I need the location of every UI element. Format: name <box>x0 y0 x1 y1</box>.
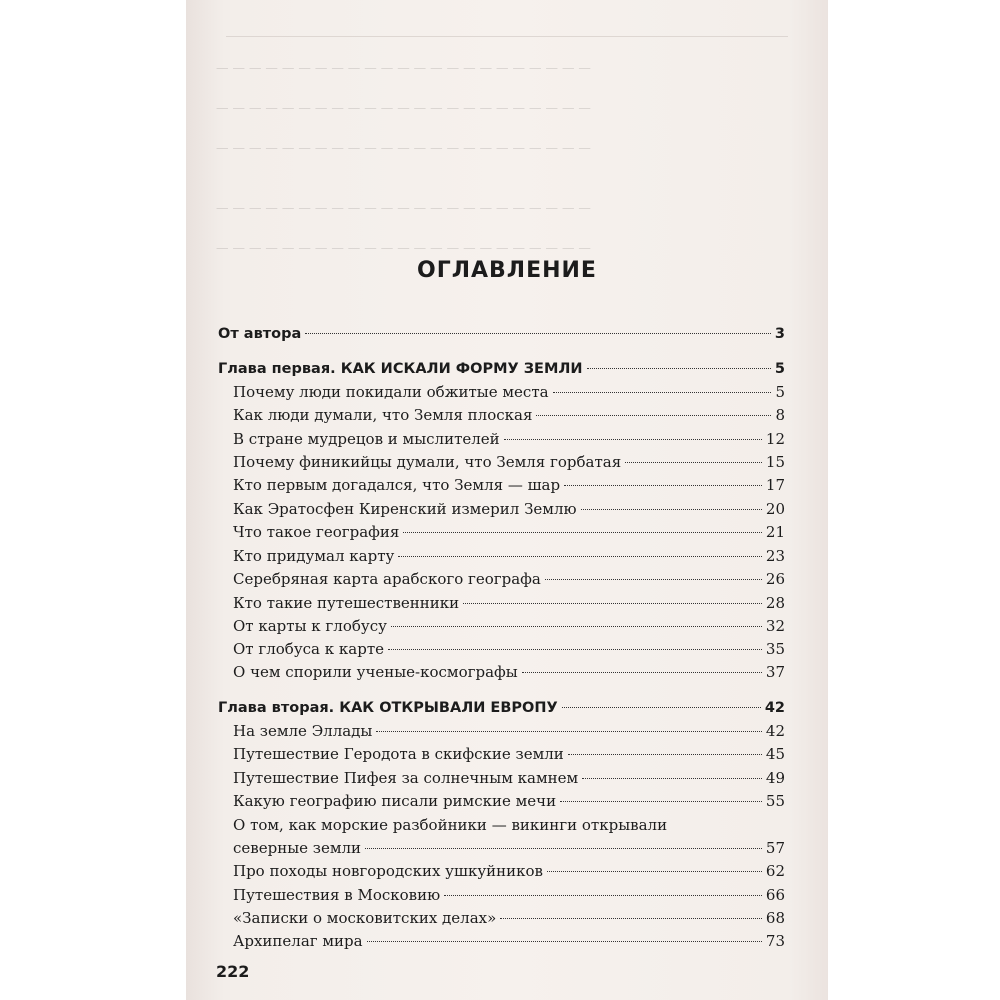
page-number: 17 <box>765 476 785 494</box>
toc-entry <box>218 592 785 614</box>
entry-title: На земле Эллады <box>233 722 373 740</box>
dot-leader <box>547 871 762 872</box>
toc-entry <box>218 884 785 906</box>
page-number: 42 <box>764 700 785 716</box>
toc-entry <box>218 545 785 567</box>
page-number-footer: 222 <box>216 962 250 981</box>
page-number: 62 <box>765 862 785 880</box>
toc-entry <box>218 790 785 812</box>
page-number: 15 <box>765 453 785 471</box>
page-number: 49 <box>765 769 785 787</box>
toc-entry <box>218 521 785 543</box>
dot-leader <box>581 509 762 510</box>
entry-title: Серебряная карта арабского географа <box>233 570 541 588</box>
dot-leader <box>545 579 762 580</box>
toc-entry <box>218 930 785 952</box>
toc-entry <box>218 661 785 683</box>
page-title: ОГЛАВЛЕНИЕ <box>417 258 597 283</box>
entry-title: От карты к глобусу <box>233 617 387 635</box>
page-number: 28 <box>765 594 785 612</box>
page-number: 37 <box>765 663 785 681</box>
dot-leader <box>367 941 762 942</box>
bleed-through-rule <box>226 22 788 37</box>
dot-leader <box>582 778 762 779</box>
page-number: 57 <box>765 839 785 857</box>
dot-leader <box>444 895 762 896</box>
toc-entry <box>218 615 785 637</box>
page-number: 5 <box>774 361 785 377</box>
page-number: 55 <box>765 792 785 810</box>
entry-title: «Записки о московитских делах» <box>233 909 497 927</box>
toc-chapter <box>218 697 785 719</box>
entry-title: Путешествие Геродота в скифские земли <box>233 745 564 763</box>
toc-entry <box>218 837 785 859</box>
toc-entry <box>218 404 785 426</box>
entry-title: Какую географию писали римские мечи <box>233 792 557 810</box>
entry-title: Глава первая. КАК ИСКАЛИ ФОРМУ ЗЕМЛИ <box>218 361 583 377</box>
dot-leader <box>403 532 762 533</box>
dot-leader <box>376 731 762 732</box>
entry-title: Глава вторая. КАК ОТКРЫВАЛИ ЕВРОПУ <box>218 700 558 716</box>
page-number: 68 <box>765 909 785 927</box>
page-number: 45 <box>765 745 785 763</box>
dot-leader <box>305 333 771 334</box>
book-page <box>186 0 828 1000</box>
entry-title: О том, как морские разбойники — викинги открывали <box>233 816 668 834</box>
dot-leader <box>536 415 771 416</box>
dot-leader <box>560 801 762 802</box>
toc-entry <box>218 860 785 882</box>
entry-title: От автора <box>218 326 302 342</box>
entry-title: Как люди думали, что Земля плоская <box>233 406 533 424</box>
entry-title: Кто такие путешественники <box>233 594 460 612</box>
toc-entry <box>218 907 785 929</box>
dot-leader <box>365 848 762 849</box>
toc-entry <box>218 743 785 765</box>
toc-entry <box>218 814 785 836</box>
entry-title: Кто первым догадался, что Земля — шар <box>233 476 561 494</box>
dot-leader <box>391 626 762 627</box>
dot-leader <box>625 462 762 463</box>
entry-title: Путешествие Пифея за солнечным камнем <box>233 769 579 787</box>
page-number: 5 <box>775 383 785 401</box>
entry-title: Что такое география <box>233 523 400 541</box>
toc-entry <box>218 767 785 789</box>
toc-entry <box>218 498 785 520</box>
dot-leader <box>522 672 762 673</box>
entry-title: Почему люди покидали обжитые места <box>233 383 549 401</box>
entry-title: Почему финикийцы думали, что Земля горбатая <box>233 453 622 471</box>
page-number: 21 <box>765 523 785 541</box>
page-number: 3 <box>774 326 785 342</box>
toc-entry <box>218 638 785 660</box>
toc-chapter <box>218 358 785 380</box>
dot-leader <box>562 707 761 708</box>
dot-leader <box>553 392 772 393</box>
dot-leader <box>463 603 762 604</box>
dot-leader <box>398 556 762 557</box>
dot-leader <box>587 368 771 369</box>
page-number: 32 <box>765 617 785 635</box>
bleed-through-text: — — — — — — — — — — — — — — — — — — — — — — — <box>216 60 591 75</box>
dot-leader <box>504 439 762 440</box>
entry-title: В стране мудрецов и мыслителей <box>233 430 500 448</box>
entry-title: Путешествия в Московию <box>233 886 441 904</box>
entry-title: Кто придумал карту <box>233 547 395 565</box>
bleed-through-text: — — — — — — — — — — — — — — — — — — — — — — — <box>216 240 591 255</box>
toc-entry <box>218 323 785 345</box>
toc-entry <box>218 568 785 590</box>
entry-title: От глобуса к карте <box>233 640 384 658</box>
toc-entry <box>218 381 785 403</box>
dot-leader <box>568 754 762 755</box>
page-number: 20 <box>765 500 785 518</box>
page-number: 23 <box>765 547 785 565</box>
page-number: 26 <box>765 570 785 588</box>
page-number: 12 <box>765 430 785 448</box>
toc-entry <box>218 474 785 496</box>
bleed-through-text: — — — — — — — — — — — — — — — — — — — — — — — <box>216 200 591 215</box>
entry-title: Как Эратосфен Киренский измерил Землю <box>233 500 577 518</box>
entry-title: северные земли <box>233 839 362 857</box>
page-number: 35 <box>765 640 785 658</box>
bleed-through-text: — — — — — — — — — — — — — — — — — — — — — — — <box>216 140 591 155</box>
entry-title: Архипелаг мира <box>233 932 363 950</box>
entry-title: Про походы новгородских ушкуйников <box>233 862 543 880</box>
page-number: 42 <box>765 722 785 740</box>
page-number: 73 <box>765 932 785 950</box>
page-number: 8 <box>775 406 785 424</box>
toc-entry <box>218 720 785 742</box>
toc-entry <box>218 428 785 450</box>
page-number: 66 <box>765 886 785 904</box>
entry-title: О чем спорили ученые-космографы <box>233 663 518 681</box>
dot-leader <box>500 918 762 919</box>
toc-entry <box>218 451 785 473</box>
dot-leader <box>564 485 762 486</box>
dot-leader <box>388 649 762 650</box>
bleed-through-text: — — — — — — — — — — — — — — — — — — — — — — — <box>216 100 591 115</box>
